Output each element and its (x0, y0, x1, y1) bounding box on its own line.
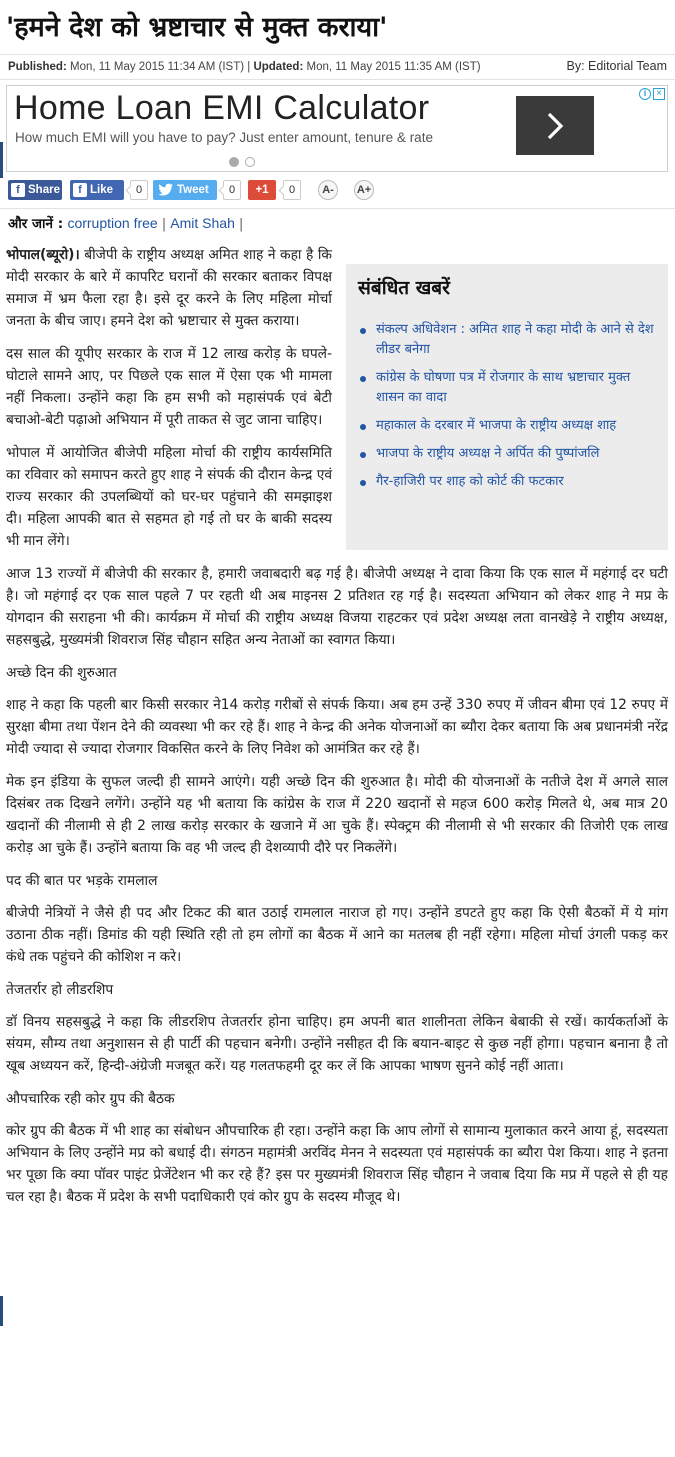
byline: By: Editorial Team (566, 59, 667, 73)
tweet-count: 0 (223, 180, 241, 200)
published-date: Mon, 11 May 2015 11:34 AM (IST) (69, 61, 245, 73)
related-news-link[interactable]: महाकाल के दरबार में भाजपा के राष्ट्रीय अध्यक्ष शाह (358, 416, 658, 436)
tags-label: और जानें : (8, 216, 64, 232)
section-heading: अच्छे दिन की शुरुआत (6, 665, 117, 681)
facebook-like-button[interactable] (70, 180, 124, 200)
tweet-label: Tweet (177, 184, 209, 196)
article-paragraph: आज 13 राज्यों में बीजेपी की सरकार है, हमारी जवाबदारी बढ़ गई है। बीजेपी अध्यक्ष ने दावा किया कि एक साल में महंगाई दर घटी है। जो महंगाई दर एक साल पहले 7 पर रहती थी अब माइनस 2 प्रतिशत रह गई है। सदस्यता अभियान को लेकर शाह ने मप्र के योगदान की सराहना भी की। कार्यक्रम में मोर्चा की राष्ट्रीय अध्यक्ष विजया राहटकर एवं प्रदेश अध्यक्ष लता वानखेड़े ने राष्ट्रीय अध्यक्ष, सहसबुद्धे, मुख्यमंत्री शिवराज सिंह चौहान सहित अन्य नेताओं का स्वागत किया। (6, 566, 668, 648)
paragraph-text: बीजेपी के राष्ट्रीय अध्यक्ष अमित शाह ने कहा है कि मोदी सरकार के बारे में कापरिट घरानों की सरकार बताकर विपक्ष समाज में भ्रम फैला रहा है। इसे दूर करने के लिए महिला मोर्चा जनता के बीच जाए। हमने देश को भ्रष्टाचार से मुक्त कराया। (6, 247, 332, 329)
like-count: 0 (130, 180, 148, 200)
ad-pager-dot-active[interactable] (229, 157, 239, 167)
info-icon[interactable]: i (639, 88, 651, 100)
close-icon[interactable]: × (653, 88, 665, 100)
facebook-icon: f (73, 183, 87, 197)
gplus-label: +1 (255, 184, 269, 196)
tweet-button[interactable] (153, 180, 217, 200)
tag-separator: | (161, 216, 167, 232)
tag-separator: | (238, 216, 244, 232)
facebook-share-button[interactable] (8, 180, 62, 200)
left-accent-bar (0, 142, 3, 178)
left-accent-bar (0, 1296, 3, 1326)
updated-date: Mon, 11 May 2015 11:35 AM (IST) (306, 61, 481, 73)
article-paragraph: डॉ विनय सहसबुद्धे ने कहा कि लीडरशिप तेजतर्रार होना चाहिए। हम अपनी बात शालीनता लेकिन बेबाकी से रखें। कार्यकर्ताओं के संयम, सौम्य तथा अनुशासन से ही पार्टी की पहचान बनेगी। उन्होंने नसीहत दी कि बयान-बाइट से कुछ नहीं होगा। पहचान बनाना है तो खूब अध्ययन करें, हिन्दी-अंग्रेजी मजबूत करें। यह गलतफहमी दूर कर लें कि आपका भाषण सुनने कोई नहीं आता। (6, 1014, 668, 1074)
related-news-box (346, 264, 668, 550)
twitter-bird-icon (158, 183, 174, 197)
ad-pager[interactable] (229, 152, 261, 171)
ad-choices[interactable] (637, 88, 665, 100)
facebook-icon: f (11, 183, 25, 197)
article-paragraph: बीजेपी नेत्रियों ने जैसे ही पद और टिकट की बात उठाई रामलाल नाराज हो गए। उन्होंने डपटते हुए कहा कि ऐसी बैठकों में ये मांग उठाना ठीक नहीं। डिमांड की यही स्थिति रही तो हम लोगों का बैठक में आने का मतलब ही नहीं रहेगा। महिला मोर्चा उंगली पकड़ कर कंधे तक पहुंचने की कोशिश न करे। (6, 905, 668, 965)
article-headline: 'हमने देश को भ्रष्टाचार से मुक्त कराया' (6, 12, 388, 43)
section-heading: पद की बात पर भड़के रामलाल (6, 873, 158, 889)
article-body (6, 244, 668, 1219)
ad-next-button[interactable] (516, 96, 594, 155)
section-heading: औपचारिक रही कोर ग्रुप की बैठक (6, 1091, 175, 1107)
related-news-link[interactable]: कांग्रेस के घोषणा पत्र में रोजगार के साथ भ्रष्टाचार मुक्त शासन का वादा (358, 368, 658, 408)
related-news-title: संबंधित खबरें (358, 277, 450, 299)
article-paragraph: मेक इन इंडिया के सुफल जल्दी ही सामने आएंगे। यही अच्छे दिन की शुरुआत है। मोदी की योजनाओं के नतीजे देश में अगले साल दिसंबर तक दिखने लगेंगे। उन्होंने यह भी बताया कि कांग्रेस के राज में 220 खदानों से महज 600 करोड़ मिलते थे, अब मात्र 20 खदानों की नीलामी से ही 2 लाख करोड़ सरकार के खजाने में आ चुके हैं। स्पेक्ट्रम की नीलामी से भी सरकार की तिजोरी एक लाख करोड़ आ चुके हैं। उन्होंने बताया कि वह भी जल्द ही देशव्यापी दौरे पर निकलेंगे। (6, 774, 668, 856)
related-news-link[interactable]: भाजपा के राष्ट्रीय अध्यक्ष ने अर्पित की पुष्पांजलि (358, 444, 658, 464)
divider (0, 54, 675, 55)
dateline-place: भोपाल(ब्यूरो)। (6, 247, 80, 263)
article-paragraph: शाह ने कहा कि पहली बार किसी सरकार ने14 करोड़ गरीबों से संपर्क किया। अब हम उन्हें 330 रुपए में जीवन बीमा एवं 12 रुपए में सुरक्षा बीमा तथा पेंशन देने की व्यवस्था भी कर रहे हैं। शाह ने केन्द्र की अनेक योजनाओं का ब्यौरा देकर बताया कि अब प्रधानमंत्री नरेंद्र मोदी ज्यादा से ज्यादा रोजगार विकसित करने के लिए निवेश को आमंत्रित कर रहे हैं। (6, 697, 668, 757)
gplus-button[interactable] (248, 180, 276, 200)
updated-label: Updated: (253, 61, 304, 73)
divider (0, 79, 675, 80)
tag-list (8, 214, 247, 232)
article-paragraph: भोपाल में आयोजित बीजेपी महिला मोर्चा की राष्ट्रीय कार्यसमिति का रविवार को समापन करते हुए शाह ने संपर्क की दौरान केन्द्र एवं राज्य सरकार की उपलब्धियों को घर-घर पहुंचाने की समझाइश दी। महिला आपकी बात से सहमत हो गई तो घर के बाकी सदस्य भी मान लेंगे। (6, 445, 332, 549)
tag-link[interactable]: corruption free (67, 215, 158, 231)
font-decrease-button[interactable]: A- (318, 180, 338, 200)
ad-pager-dot[interactable] (245, 157, 255, 167)
font-increase-button[interactable]: A+ (354, 180, 374, 200)
facebook-like-label: Like (90, 184, 114, 196)
published-label: Published: (8, 61, 67, 73)
article-paragraph: कोर ग्रुप की बैठक में भी शाह का संबोधन औपचारिक ही रहा। उन्होंने कहा कि आप लोगों से सामान्य मुलाकात करने आया हूं, सदस्यता अभियान के लिए उन्होंने मप्र को बधाई दी। संगठन महामंत्री अरविंद मेनन ने सदस्यता एवं महासंपर्क का ब्यौरा पेश किया। शाह ने इतना भर पूछा कि क्या पॉवर पाइंट प्रेजेंटेशन भी कर रहे हैं? इस पर मुख्यमंत्री शिवराज सिंह चौहान ने जवाब दिया कि मप्र में पहले से ही यह चल रहा है। बैठक में प्रदेश के सभी पदाधिकारी एवं कोर ग्रुप के सदस्य मौजूद थे। (6, 1123, 668, 1205)
gplus-count: 0 (283, 180, 301, 200)
article-paragraph: दस साल की यूपीए सरकार के राज में 12 लाख करोड़ के घपले-घोटाले सामने आए, पर पिछले एक साल में ऐसा एक भी मामला नहीं निकला। उन्होंने कहा कि हम सभी को महासंपर्क एवं बेटी बचाओ-बेटी पढ़ाओ अभियान में पूरी ताकत से जुट जाना चाहिए। (6, 346, 332, 428)
ad-banner[interactable] (6, 85, 668, 172)
tag-link[interactable]: Amit Shah (170, 215, 235, 231)
divider (0, 208, 675, 209)
section-heading: तेजतर्रार हो लीडरशिप (6, 982, 114, 998)
related-news-link[interactable]: संकल्प अधिवेशन : अमित शाह ने कहा मोदी के आने से देश लीडर बनेगा (358, 320, 658, 360)
chevron-right-icon (544, 111, 566, 141)
ad-subtitle[interactable]: How much EMI will you have to pay? Just enter amount, tenure & rate (15, 130, 433, 145)
related-news-list (358, 320, 658, 492)
facebook-share-label: Share (28, 184, 60, 196)
ad-title[interactable]: Home Loan EMI Calculator (14, 89, 430, 127)
related-news-link[interactable]: गैर-हाजिरी पर शाह को कोर्ट की फटकार (358, 472, 658, 492)
dateline: Published: Mon, 11 May 2015 11:34 AM (IST) | Updated: Mon, 11 May 2015 11:35 AM (IST) (8, 61, 481, 73)
